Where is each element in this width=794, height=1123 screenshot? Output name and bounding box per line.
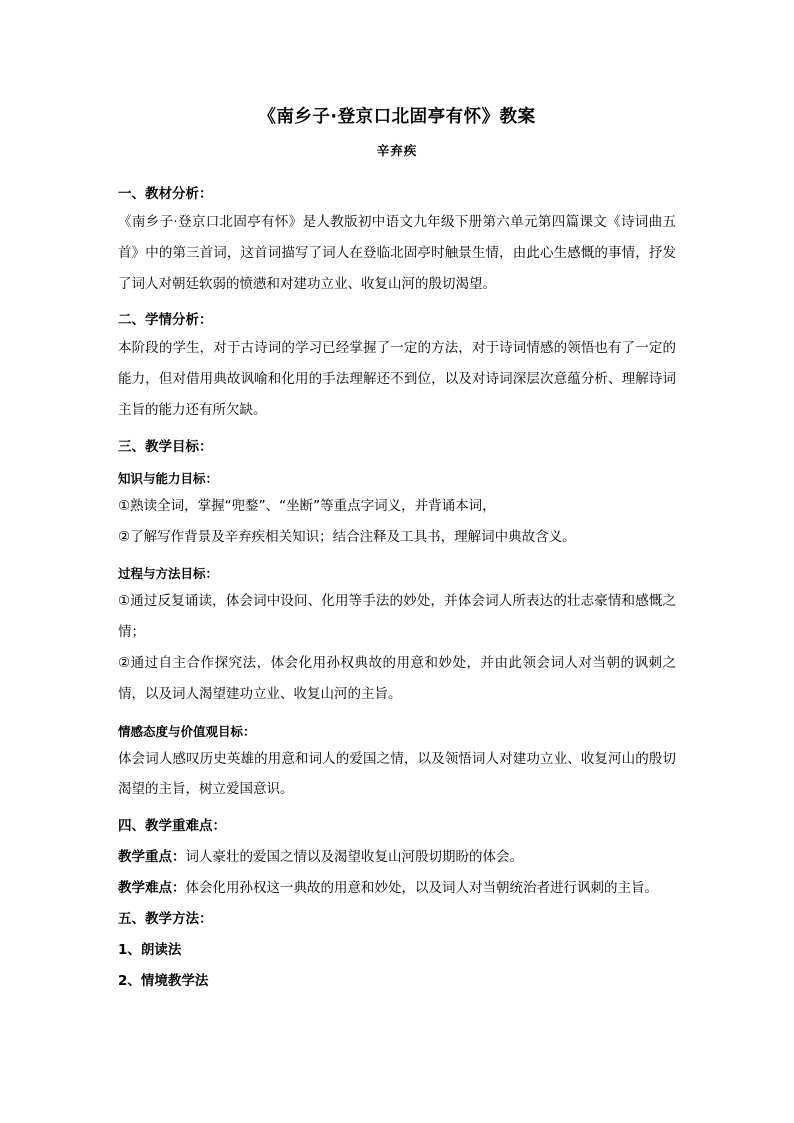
method-item-2: 2、情境教学法: [118, 973, 209, 990]
subheading-emotion-goals: 情感态度与价值观目标：: [118, 723, 256, 739]
section-heading-textbook-analysis: 一、教材分析：: [118, 186, 213, 202]
goal-process-1: ①通过反复诵读，体会词中设问、化用等手法的妙处，并体会词人所表达的壮志豪情和感慨之情；: [118, 593, 676, 641]
document-author: 辛弃疾: [376, 143, 418, 158]
section-heading-student-analysis: 二、学情分析：: [118, 312, 213, 329]
section-heading-key-difficult-points: 四、教学重难点：: [118, 818, 226, 835]
key-point-label: 教学重点：: [118, 849, 186, 866]
paragraph-student-analysis: 本阶段的学生，对于古诗词的学习已经掌握了一定的方法，对于诗词情感的领悟也有了一定的能力，但对借用典故讽喻和化用的手法理解还不到位，以及对诗词深层次意蕴分析、理解诗词主旨的能力还有所欠缺。: [118, 340, 676, 418]
goal-knowledge-2: ②了解写作背景及辛弃疾相关知识；结合注释及工具书，理解词中典故含义。: [118, 528, 576, 545]
goal-emotion: 体会词人感叹历史英雄的用意和词人的爱国之情，以及领悟词人对建功立业、收复河山的殷切渴望的主旨，树立爱国意识。: [118, 750, 676, 798]
difficult-point-text: 体会化用孙权这一典故的用意和妙处，以及词人对当朝统治者进行讽刺的主旨。: [185, 880, 658, 897]
paragraph-textbook-analysis: 《南乡子·登京口北固亭有怀》是人教版初中语文九年级下册第六单元第四篇课文《诗词曲五首》中的第三首词，这首词描写了词人在登临北固亭时触景生情，由此心生感慨的事情，抒发了词人对朝廷软弱的愤懑和对建功立业、收复山河的殷切渴望。: [118, 214, 676, 292]
method-item-1: 1、朗读法: [118, 942, 182, 959]
section-heading-teaching-goals: 三、教学目标：: [118, 438, 213, 455]
subheading-process-goals: 过程与方法目标：: [118, 566, 219, 582]
key-point-row: [118, 848, 676, 867]
key-point-text: 词人豪壮的爱国之情以及渴望收复山河殷切期盼的体会。: [185, 849, 523, 866]
goal-process-2: ②通过自主合作探究法，体会化用孙权典故的用意和妙处，并由此领会词人对当朝的讽刺之情，以及词人渴望建功立业、收复山河的主旨。: [118, 654, 676, 702]
difficult-point-label: 教学难点：: [118, 880, 186, 897]
subheading-knowledge-goals: 知识与能力目标：: [118, 470, 219, 486]
section-heading-teaching-methods: 五、教学方法：: [118, 911, 213, 928]
difficult-point-row: [118, 879, 676, 898]
document-body: [118, 185, 676, 991]
document-title: 《南乡子·登京口北固亭有怀》教案: [258, 107, 536, 127]
goal-knowledge-1: ①熟读全词，掌握“兜鍪”、“坐断”等重点字词义，并背诵本词，: [118, 497, 496, 514]
